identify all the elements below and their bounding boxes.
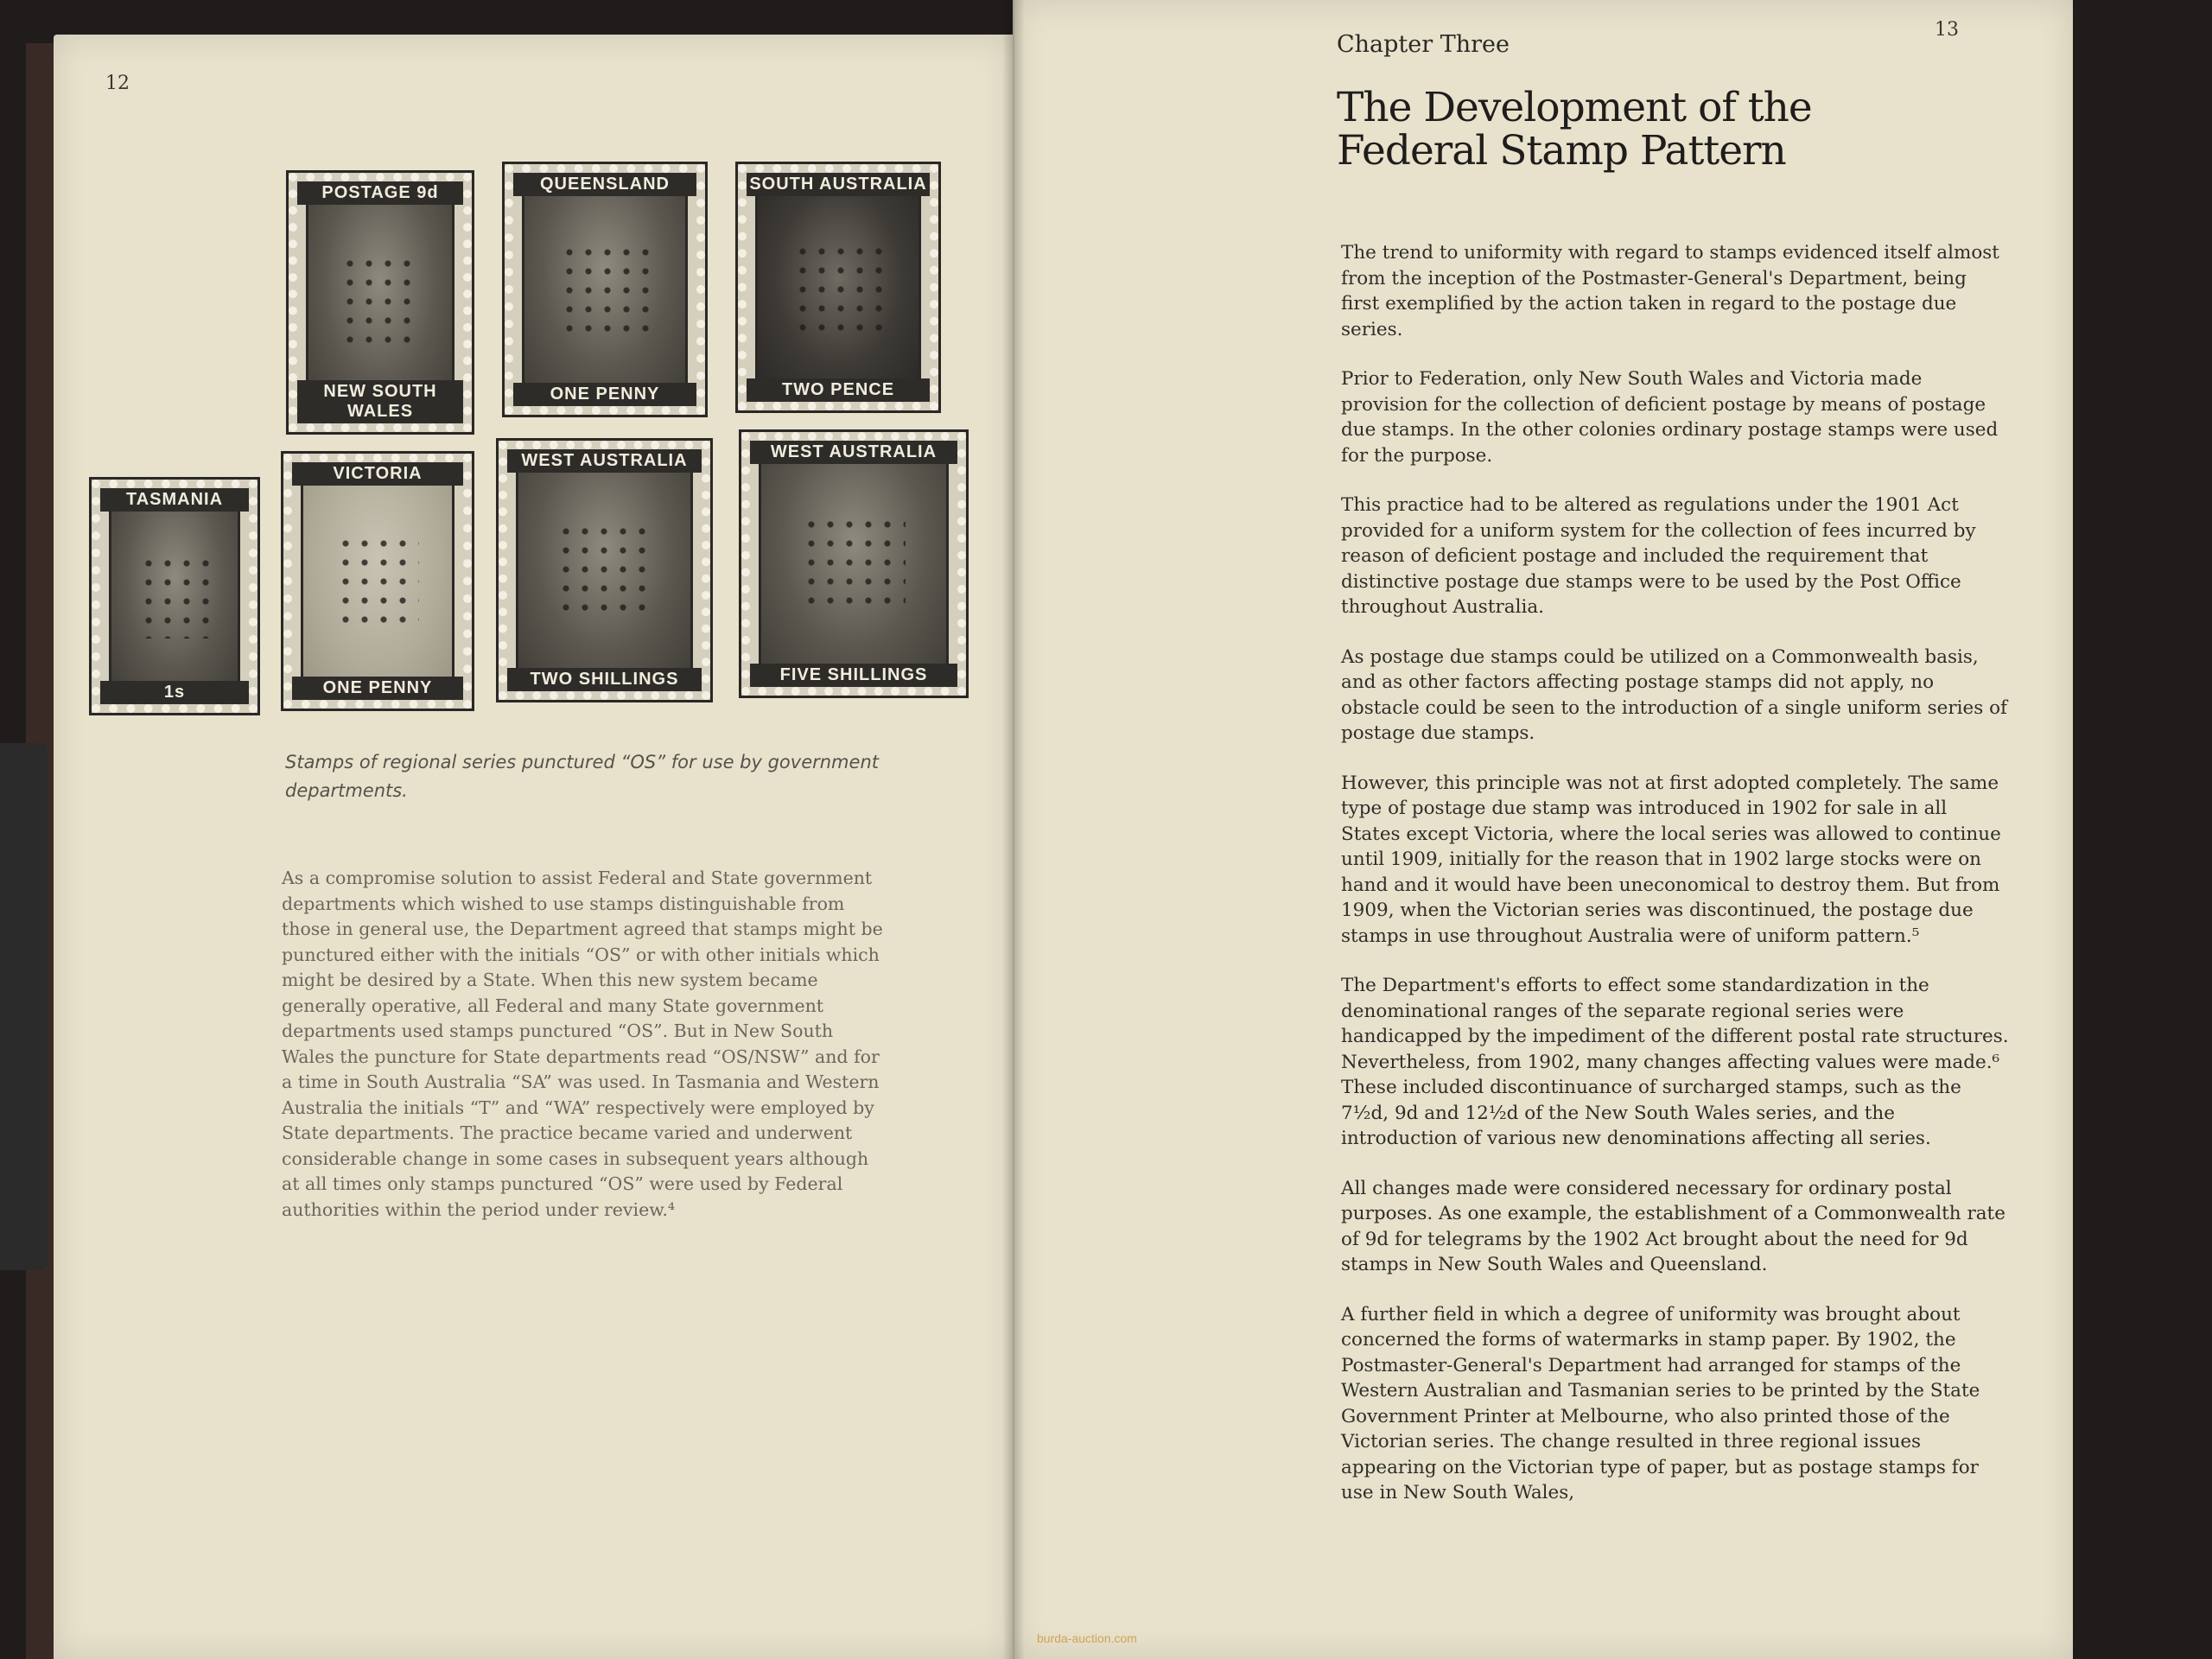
left-body-text: As a compromise solution to assist Federal and State government departments which wished to use stamps distinguishable from those in general use, the Department agreed that stamps might be punctured either with the initials “OS” or with other initials which might be desired by a State. When this new system became generally operative, all Federal and many State government departments used stamps punctured “OS”. But in New South Wales the puncture for State departments read “OS/NSW” and for a time in South Australia “SA” was used. In Tasmania and Western Australia the initials “T” and “WA” respectively were employed by State departments. The practice became varied and underwent considerable change in some cases in subsequent years although at all times only stamps punctured “OS” were used by Federal authorities within the period under review.⁴ xyxy=(282,868,883,1220)
stamp-label-top: SOUTH AUSTRALIA xyxy=(747,173,930,196)
paragraph: A further field in which a degree of uniformity was brought about concerned the forms of watermarks in stamp paper. By 1902, the Postmaster-General's Department had arranged for stamps of the Western Australian and Tasmanian series to be printed by the State Government Printer at Melbourne, who also printed those of the Victorian series. The change resulted in three regional issues appearing on the Victorian type of paper, but as postage stamps for use in New South Wales, xyxy=(1341,1303,1980,1503)
stamp-victoria xyxy=(283,454,472,709)
page-number-left: 12 xyxy=(105,73,130,94)
stamp-label-bottom: FIVE SHILLINGS xyxy=(750,664,957,687)
book-gutter xyxy=(1002,0,1025,1659)
stamp-tasmania xyxy=(92,480,257,713)
stamp-label-bottom: ONE PENNY xyxy=(292,677,463,700)
page-number-right: 13 xyxy=(1935,19,1959,41)
stamp-queensland xyxy=(505,164,705,415)
paragraph: The Department's efforts to effect some standardization in the denominational ranges of the separate regional series were handicapped by the impediment of the different postal rate structures. Nevertheless, from 1902, many changes affecting values were made.⁶ These included discontinuance of surcharged stamps, such as the 7½d, 9d and 12½d of the New South Wales series, and the introduction of various new denominations affecting all series. xyxy=(1341,975,2009,1149)
stamp-label-bottom: NEW SOUTH WALES xyxy=(297,380,463,423)
stamp-new-south-wales xyxy=(289,173,472,432)
stamp-west-australia-five-shillings xyxy=(741,432,966,696)
stamp-label-top: POSTAGE 9d xyxy=(297,181,463,205)
stamp-label-top: VICTORIA xyxy=(292,462,463,486)
stamp-label-bottom: 1s xyxy=(100,681,249,704)
stamp-west-australia-two-shillings xyxy=(499,441,710,700)
paragraph: The trend to uniformity with regard to stamps evidenced itself almost from the inception of the Postmaster-General's Department, being first exemplified by the action taken in regard to the postage due series. xyxy=(1341,242,1999,340)
stamp-label-bottom: ONE PENNY xyxy=(513,383,696,406)
chapter-label: Chapter Three xyxy=(1337,31,1510,58)
book-strap xyxy=(0,743,48,1270)
stamp-label-bottom: TWO PENCE xyxy=(747,378,930,402)
stamp-south-australia xyxy=(738,164,938,410)
stamp-label-top: TASMANIA xyxy=(100,488,249,512)
paragraph: Prior to Federation, only New South Wales and Victoria made provision for the collection of deficient postage by means of postage due stamps. In the other colonies ordinary postage stamps were used for the purpose. xyxy=(1341,368,1999,467)
chapter-title: The Development of the Federal Stamp Pattern xyxy=(1337,84,1812,175)
left-page xyxy=(54,35,1013,1659)
stamp-label-top: WEST AUSTRALIA xyxy=(507,449,702,473)
paragraph: This practice had to be altered as regulations under the 1901 Act provided for a uniform system for the collection of fees incurred by reason of deficient postage and included the requirement that distinctive postage due stamps were to be used by the Post Office throughout Australia. xyxy=(1341,494,1976,618)
right-body-text xyxy=(1341,240,2011,1530)
paragraph: As postage due stamps could be utilized on a Commonwealth basis, and as other factors affecting postage stamps did not apply, no obstacle could be seen to the introduction of a single uniform series of postage due stamps. xyxy=(1341,645,2008,744)
right-page xyxy=(1013,0,2073,1659)
stamp-label-top: QUEENSLAND xyxy=(513,173,696,196)
paragraph: All changes made were considered necessary for ordinary postal purposes. As one example, the establishment of a Commonwealth rate of 9d for telegrams by the 1902 Act brought about the need for 9d stamps in New South Wales and Queensland. xyxy=(1341,1177,2005,1275)
watermark: burda-auction.com xyxy=(1037,1631,1137,1645)
paragraph: However, this principle was not at first adopted completely. The same type of postage due stamp was introduced in 1902 for sale in all States except Victoria, where the local series was allowed to continue until 1909, initially for the reason that in 1902 large stocks were on hand and it would have been uneconomical to destroy them. But from 1909, when the Victorian series was discontinued, the postage due stamps in use throughout Australia were of uniform pattern.⁵ xyxy=(1341,772,2001,947)
stamp-label-bottom: TWO SHILLINGS xyxy=(507,668,702,691)
figure-caption: Stamps of regional series punctured “OS” for use by government departments. xyxy=(285,752,879,801)
stamp-label-top: WEST AUSTRALIA xyxy=(750,441,957,464)
